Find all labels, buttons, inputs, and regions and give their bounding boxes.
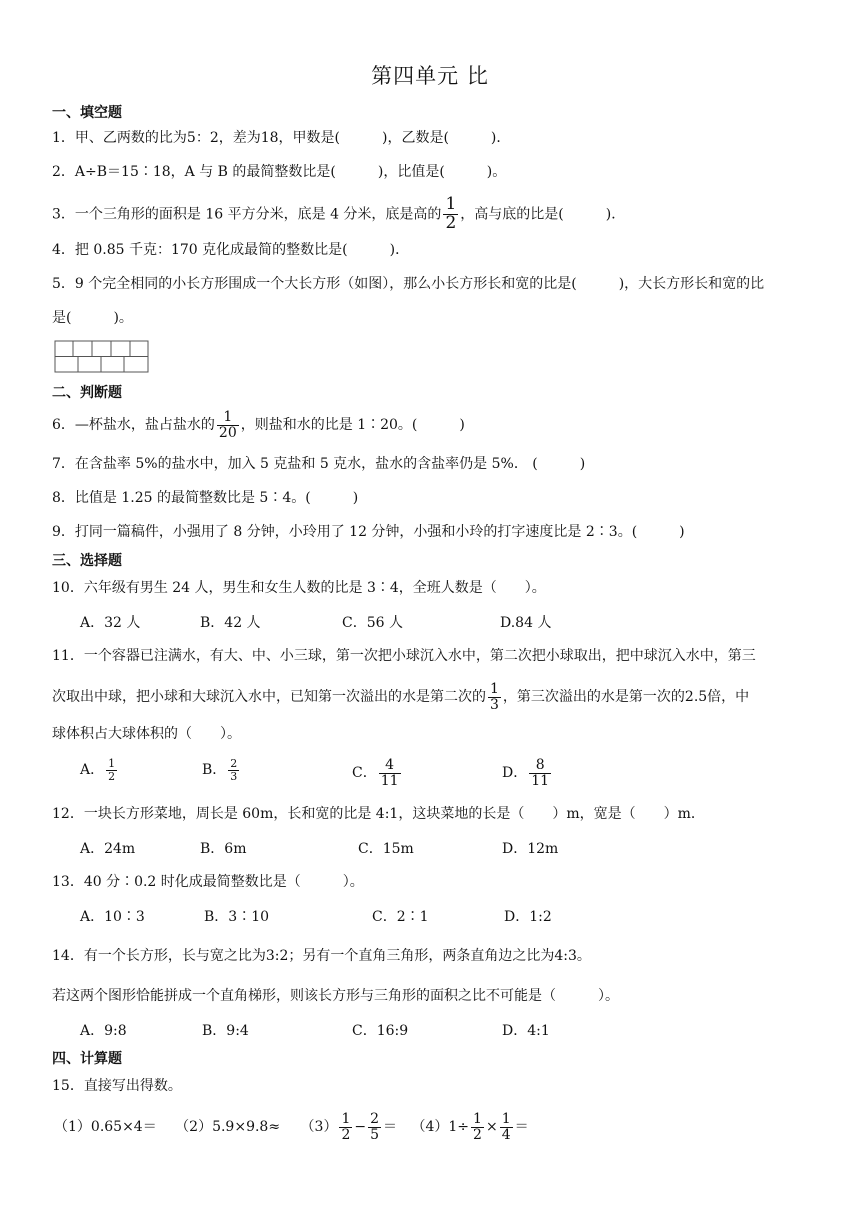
denominator: 2 [108,769,116,783]
rectangles-figure [54,340,150,374]
numerator: 2 [370,1111,380,1127]
fraction [500,1112,513,1142]
question-11-line-1: 11．一个容器已注满水，有大、中、小三球，第一次把小球沉入水中，第二次把小球取出，把中球沉入水中，第三 [52,648,756,664]
section-fill-blank-heading: 一、填空题 [52,105,122,121]
numerator: 1 [341,1111,351,1127]
equals-sign: ＝ [514,1119,529,1136]
denominator: 3 [230,769,238,783]
fraction [106,758,117,782]
option-label: D． [502,765,528,782]
question-5-line-2: 是( )。 [52,310,133,326]
question-14-line-2: 若这两个图形恰能拼成一个直角梯形，则该长方形与三角形的面积之比不可能是（ ）。 [52,988,619,1004]
question-15-parts [54,1112,529,1142]
question-14-line-1: 14．有一个长方形，长与宽之比为3:2；另有一个直角三角形，两条直角边之比为4:3。 [52,948,591,964]
part-2: （2）5.9×9.8≈ [175,1119,281,1136]
part-4 [411,1111,529,1143]
fraction [443,196,458,233]
option-c: C．15m [358,841,414,857]
question-11-text: 次取出中球，把小球和大球沉入水中，已知第一次溢出的水是第二次的 [52,689,486,706]
question-3 [52,196,625,233]
option-label: B． [202,762,227,779]
option-d: D.84 人 [500,615,552,631]
question-11-line-2 [52,682,749,712]
option-a: A．32 人 [80,615,141,631]
option-a [80,758,119,782]
numerator: 1 [490,681,499,697]
option-d: D．4:1 [502,1023,550,1039]
question-6-text: 6．—杯盐水，盐占盐水的 [52,417,215,434]
denominator: 3 [490,696,499,713]
question-10: 10．六年级有男生 24 人，男生和女生人数的比是 3∶4，全班人数是（ ）。 [52,580,546,596]
denominator: 11 [531,772,550,789]
fraction [228,758,239,782]
option-c: C．56 人 [342,615,403,631]
denominator: 2 [473,1126,482,1143]
question-7: 7．在含盐率 5%的盐水中，加入 5 克盐和 5 克水，盐水的含盐率仍是 5%． ( ) [52,456,586,472]
numerator: 1 [501,1111,511,1127]
option-b: B．3∶10 [204,909,270,925]
part-3-label: （3） [300,1119,338,1136]
numerator: 1 [445,194,457,214]
question-3-text-end: ，高与底的比是( )． [460,206,626,223]
option-a: A．24m [80,841,136,857]
question-1: 1．甲、乙两数的比为5：2，差为18，甲数是( )，乙数是( )． [52,130,511,146]
option-d: D．1:2 [504,909,552,925]
denominator: 5 [370,1126,380,1143]
page-title: 第四单元 比 [371,64,489,88]
fraction [471,1112,484,1142]
section-true-false-heading: 二、判断题 [52,385,122,401]
question-13: 13．40 分∶0.2 时化成最简整数比是（ ）。 [52,874,364,890]
question-8: 8．比值是 1.25 的最简整数比是 5∶4。( ) [52,490,359,506]
numerator: 4 [379,758,401,774]
option-b: B．9:4 [202,1023,249,1039]
option-a: A．10∶3 [80,909,145,925]
part-4-label: （4）1÷ [411,1119,470,1136]
option-c [352,758,403,788]
question-11-line-3: 球体积占大球体积的（ ）。 [52,726,241,742]
question-11-text-end: ，第三次溢出的水是第一次的2.5倍，中 [502,689,750,706]
denominator: 2 [445,212,457,233]
section-calculation-heading: 四、计算题 [52,1051,122,1067]
option-label: A． [80,762,105,779]
question-9: 9．打同一篇稿件，小强用了 8 分钟，小玲用了 12 分钟，小强和小玲的打字速度比是 2∶3。( ) [52,524,685,540]
equals-sign: ＝ [383,1119,398,1136]
fraction [217,410,239,440]
fraction [379,758,401,788]
fraction [368,1112,381,1142]
operator: × [485,1119,498,1136]
option-d: D．12m [502,841,559,857]
option-b: B．6m [200,841,247,857]
fraction [339,1112,352,1142]
question-4: 4．把 0.85 千克：170 克化成最简的整数比是( )． [52,242,410,258]
option-b [202,758,241,782]
option-c: C．2∶1 [372,909,429,925]
numerator: 8 [529,758,551,774]
option-d [502,758,553,788]
option-label: C． [352,765,377,782]
part-1: （1）0.65×4＝ [54,1119,157,1136]
denominator: 11 [380,772,399,789]
question-15: 15．直接写出得数。 [52,1078,182,1094]
numerator: 1 [473,1111,482,1127]
question-6 [52,410,465,440]
fraction [488,682,501,712]
numerator: 1 [217,410,239,426]
question-5-line-1: 5．9 个完全相同的小长方形围成一个大长方形（如图），那么小长方形长和宽的比是( )，大长方形长和宽的比 [52,276,765,292]
option-a: A．9:8 [80,1023,127,1039]
question-12: 12．一块长方形菜地，周长是 60m，长和宽的比是 4:1，这块菜地的长是（ ）m，宽是（ ）m． [52,806,705,822]
numerator: 2 [230,757,238,770]
part-3 [300,1111,398,1143]
section-multiple-choice-heading: 三、选择题 [52,553,122,569]
denominator: 2 [341,1126,351,1143]
operator: − [354,1119,367,1136]
denominator: 4 [501,1126,511,1143]
option-b: B．42 人 [200,615,261,631]
fraction [529,758,551,788]
option-c: C．16:9 [352,1023,409,1039]
numerator: 1 [108,757,116,770]
question-3-text: 3．一个三角形的面积是 16 平方分米，底是 4 分米，底是高的 [52,206,442,223]
question-6-text-end: ，则盐和水的比是 1∶20。( ) [240,417,465,434]
question-2: 2．A÷B＝15∶18，A 与 B 的最简整数比是( )，比值是( )。 [52,164,507,180]
denominator: 20 [218,424,237,441]
